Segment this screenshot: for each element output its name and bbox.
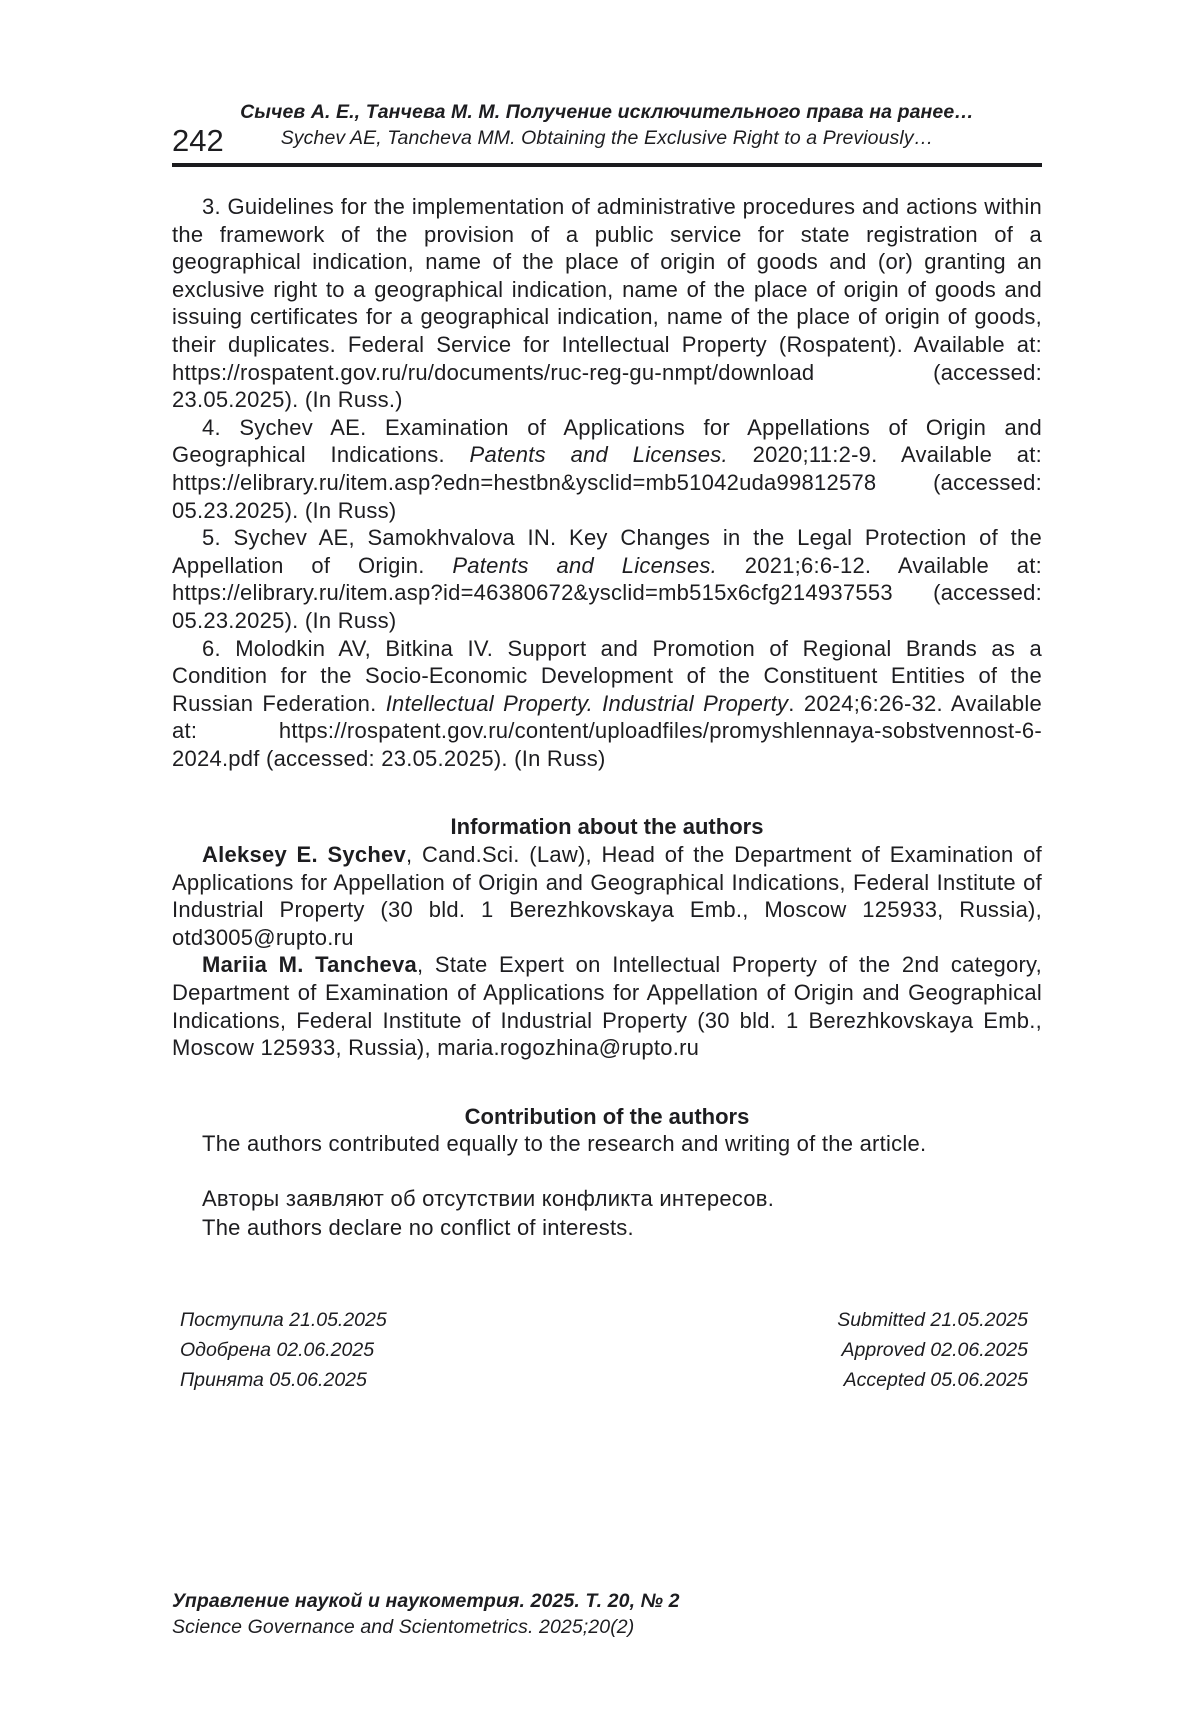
page-content [172,0,1042,1242]
references-section [172,167,1042,772]
page-footer [172,1588,1042,1640]
date-approved-ru: Одобрена 02.06.2025 [180,1339,375,1361]
contribution-section [172,1103,1042,1158]
author-item: Mariia M. Tancheva, State Expert on Intellectual Property of the 2nd category, Department of Examination of Applications for Appellation of Origin and Geographical Indications, Federal Institute of Industrial Property (30 bld. 1 Berezhkovskaya Emb., Moscow 125933, Russia), maria.rogozhina@rupto.ru [172,952,1042,1061]
dates-block [172,1305,1042,1395]
conflict-section [172,1185,1042,1242]
date-submitted-en: Submitted 21.05.2025 [837,1309,1028,1331]
page-header [172,0,1042,158]
footer-journal-en: Science Governance and Scientometrics. 2025;20(2) [172,1616,635,1638]
contribution-text: The authors contributed equally to the research and writing of the article. [202,1131,927,1157]
running-title-ru: Сычев А. Е., Танчева М. М. Получение исключительного права на ранее… [240,101,974,123]
date-approved-en: Approved 02.06.2025 [841,1339,1028,1361]
running-title-en: Sychev AE, Tancheva MM. Obtaining the Exclusive Right to a Previously… [280,127,934,149]
reference-item: 4. Sychev AE. Examination of Applications for Appellations of Origin and Geographical Indications. Patents and Licenses. 2020;11:2-9. Available at: https://elibrary.ru/item.asp?edn=hestbn&ysclid=mb51042uda99812578 (accessed: 05.23.2025). (In Russ) [172,414,1042,523]
date-row [172,1335,1042,1365]
date-row [172,1305,1042,1335]
authors-info-section [172,813,1042,1061]
date-accepted-ru: Принята 05.06.2025 [180,1369,367,1391]
date-row [172,1365,1042,1395]
reference-item: 6. Molodkin AV, Bitkina IV. Support and Promotion of Regional Brands as a Condition for the Socio-Economic Development of the Constituent Entities of the Russian Federation. Intellectual Property. Industrial Property. 2024;6:26-32. Available at: https://rospatent.gov.ru/content/uploadfiles/promyshlennaya-sobstvennost-6-2024.pdf (accessed: 23.05.2025). (In Russ) [172,635,1042,771]
reference-item: 3. Guidelines for the implementation of administrative procedures and actions within the framework of the provision of a public service for state registration of a geographical indication, name of the place of origin of goods and (or) granting an exclusive right to a geographical indication, name of the place of origin of goods and issuing certificates for a geographical indication, name of the place of origin of goods, their duplicates. Federal Service for Intellectual Property (Rospatent). Available at: https://rospatent.gov.ru/ru/documents/ruc-reg-gu-nmpt/download (accessed: 23.05.2025). (In Russ.) [172,194,1042,413]
footer-journal-ru: Управление наукой и наукометрия. 2025. Т. 20, № 2 [172,1590,680,1612]
page-number: 242 [172,123,224,158]
conflict-statement-ru: Авторы заявляют об отсутствии конфликта интересов. [202,1186,775,1211]
reference-item: 5. Sychev AE, Samokhvalova IN. Key Changes in the Legal Protection of the Appellation of Origin. Patents and Licenses. 2021;6:6-12. Available at: https://elibrary.ru/item.asp?id=46380672&ysclid=mb515x6cfg214937553 (accessed: 05.23.2025). (In Russ) [172,525,1042,633]
date-submitted-ru: Поступила 21.05.2025 [180,1309,387,1331]
authors-info-heading: Information about the authors [450,814,764,840]
conflict-statement-en: The authors declare no conflict of interests. [202,1214,634,1240]
contribution-heading: Contribution of the authors [464,1103,750,1129]
date-accepted-en: Accepted 05.06.2025 [843,1369,1028,1391]
author-item: Aleksey E. Sychev, Cand.Sci. (Law), Head of the Department of Examination of Applications for Appellation of Origin and Geographical Indications, Federal Institute of Industrial Property (30 bld. 1 Berezhkovskaya Emb., Moscow 125933, Russia), otd3005@rupto.ru [172,842,1042,950]
